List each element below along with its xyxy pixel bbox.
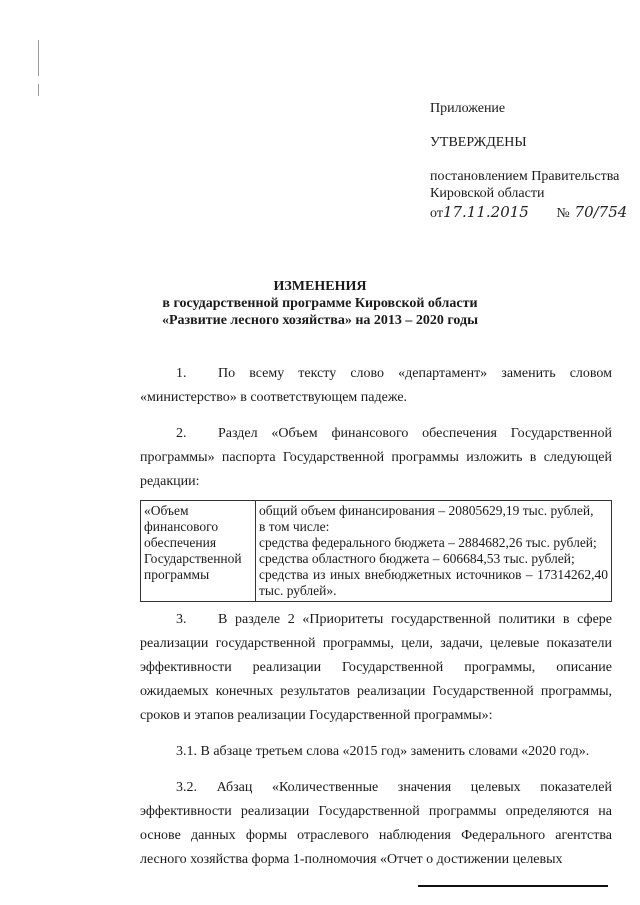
bottom-rule [418, 885, 608, 887]
cell-line: в том числе: [259, 519, 330, 534]
financing-table [140, 500, 612, 602]
table-row [141, 501, 612, 602]
item-number: 3. [176, 612, 187, 627]
margin-mark [38, 84, 39, 96]
date-prefix: от [430, 206, 443, 221]
approval-region-line: Кировской области [430, 186, 545, 201]
item-3 [140, 608, 612, 728]
cell-line: общий объем финансирования – 20805629,19 тыс. рублей, [259, 503, 594, 518]
item-1 [140, 362, 612, 410]
approval-block [430, 100, 630, 222]
margin-mark [38, 40, 39, 76]
handwritten-date: 17.11.2015 [442, 203, 529, 221]
document-body [140, 362, 612, 884]
heading-title: ИЗМЕНЕНИЯ [273, 279, 367, 294]
document-heading [90, 278, 550, 329]
table-cell-label [141, 501, 256, 602]
number-prefix: № [556, 206, 570, 221]
cell-line: программы [144, 567, 210, 582]
item-number: 1. [176, 366, 187, 381]
cell-line: финансового [144, 519, 219, 534]
handwritten-number: 70/754 [574, 203, 628, 221]
item-2 [140, 422, 612, 494]
cell-line: средства из иных внебюджетных источников – 17314262,40 тыс. рублей». [259, 567, 608, 598]
subitem-3-1: 3.1. В абзаце третьем слова «2015 год» заменить словами «2020 год». [176, 744, 590, 759]
heading-subtitle-1: в государственной программе Кировской области [162, 296, 478, 311]
heading-subtitle-2: «Развитие лесного хозяйства» на 2013 – 2020 годы [161, 313, 479, 328]
appendix-label: Приложение [430, 101, 506, 116]
table-cell-value [256, 501, 612, 602]
approved-label: УТВЕРЖДЕНЫ [430, 135, 527, 150]
cell-line: обеспечения [144, 535, 217, 550]
cell-line: средства федерального бюджета – 2884682,26 тыс. рублей; [259, 535, 597, 550]
approval-authority-line: постановлением Правительства [430, 169, 620, 184]
approval-date-number [430, 204, 630, 222]
item-number: 2. [176, 426, 187, 441]
item-text: Раздел «Объем финансового обеспечения Государственной программы» паспорта Государственной программы изложить в следующей редакции: [140, 426, 612, 489]
item-text: В разделе 2 «Приоритеты государственной политики в сфере реализации государственной программы, цели, задачи, целевые показатели эффективности реализации Государственной программы, описание ожидаемых конечных результатов реализации Государственной программы, сроков и этапов реализации Государственной программы»: [140, 612, 612, 723]
cell-line: «Объем [144, 503, 189, 518]
cell-line: Государственной [144, 551, 242, 566]
item-text: По всему тексту слово «департамент» заменить словом «министерство» в соответствующем падеже. [140, 366, 612, 405]
subitem-3-2: 3.2. Абзац «Количественные значения целевых показателей эффективности реализации Государственной программы определяются на основе данных формы отраслевого наблюдения Федерального агентства лесного хозяйства форма 1-полномочия «Отчет о достижении целевых [140, 780, 612, 867]
cell-line: средства областного бюджета – 606684,53 тыс. рублей; [259, 551, 575, 566]
